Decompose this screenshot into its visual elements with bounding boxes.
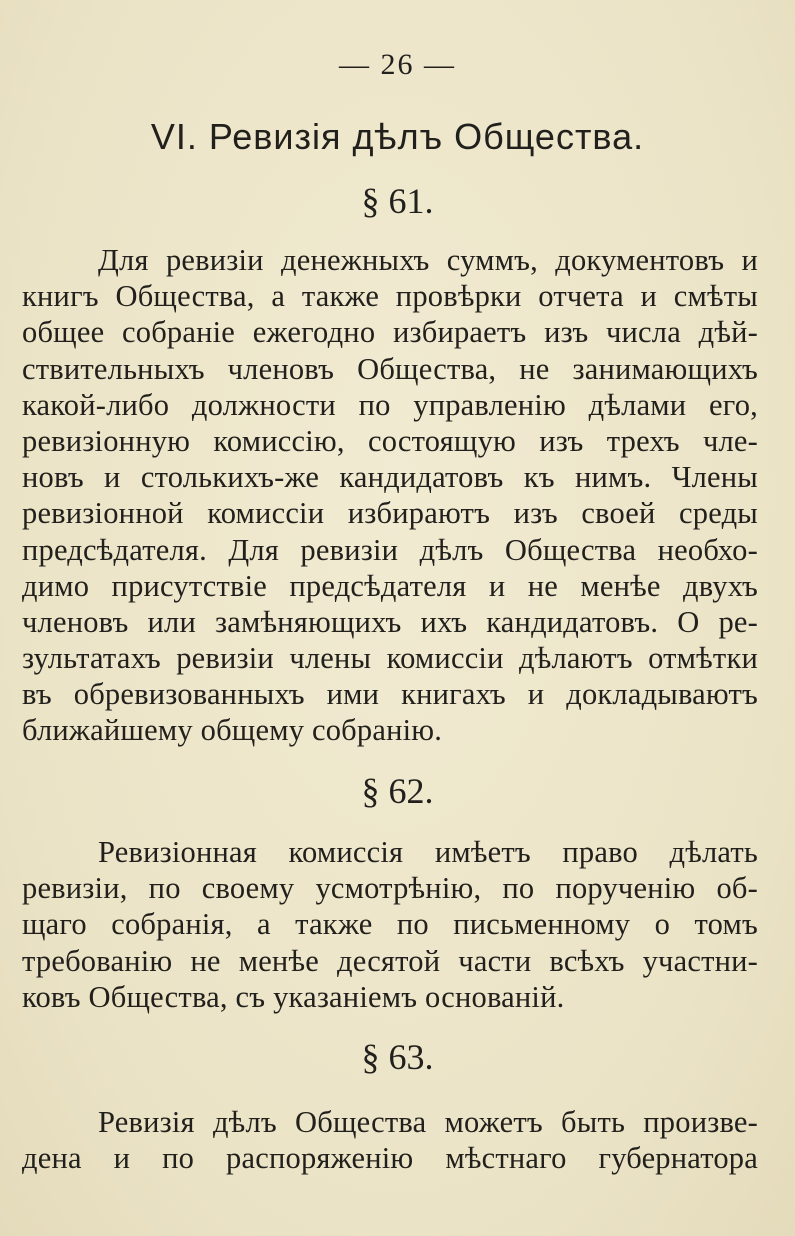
text-line: ствительныхъ членовъ Общества, не занимающихъ xyxy=(22,351,758,386)
text-line: ближайшему общему собранію. xyxy=(22,713,443,748)
section-63-text xyxy=(22,1104,758,1176)
text-line: Ревизіонная комиссія имѣетъ право дѣлать xyxy=(98,835,758,869)
text-line: ковъ Общества, съ указаніемъ основаній. xyxy=(22,979,565,1014)
page-number: — 26 — xyxy=(339,48,456,81)
text-line: какой-либо должности по управленію дѣлами его, xyxy=(22,387,758,422)
text-line: ревизіи, по своему усмотрѣнію, по порученію об- xyxy=(22,871,758,906)
text-line: ревизіонную комиссію, состоящую изъ трехъ чле- xyxy=(22,423,758,458)
text-line: членовъ или замѣняющихъ ихъ кандидатовъ. О ре- xyxy=(22,604,758,639)
text-line: зультатахъ ревизіи члены комиссіи дѣлаютъ отмѣтки xyxy=(22,641,758,676)
text-line: щаго собранія, а также по письменному о томъ xyxy=(22,907,758,942)
text-line: книгъ Общества, а также провѣрки отчета и смѣты xyxy=(22,279,758,314)
chapter-heading: VI. Ревизія дѣлъ Общества. xyxy=(150,116,645,157)
text-line: новъ и столькихъ-же кандидатовъ къ нимъ. Члены xyxy=(22,460,758,495)
text-line: требованію не менѣе десятой части всѣхъ участни- xyxy=(22,943,758,978)
text-line: ревизіонной комиссіи избираютъ изъ своей среды xyxy=(22,496,758,531)
section-sign-62: § 62. xyxy=(361,771,434,811)
section-sign-61: § 61. xyxy=(361,181,434,221)
text-line: общее собраніе ежегодно избираетъ изъ числа дѣй- xyxy=(22,315,758,350)
text-line: димо присутствіе предсѣдателя и не менѣе двухъ xyxy=(22,568,758,603)
text-line: предсѣдателя. Для ревизіи дѣлъ Общества необхо- xyxy=(22,532,758,567)
section-62-text xyxy=(22,834,758,1015)
text-line: дена и по распоряженію мѣстнаго губернатора xyxy=(22,1141,758,1176)
text-line: Для ревизіи денежныхъ суммъ, документовъ и xyxy=(98,243,758,277)
text-line: въ обревизованныхъ ими книгахъ и докладываютъ xyxy=(22,677,758,712)
text-line: Ревизія дѣлъ Общества можетъ быть произве- xyxy=(98,1105,758,1139)
section-61-text xyxy=(22,242,758,749)
section-sign-63: § 63. xyxy=(361,1037,434,1077)
